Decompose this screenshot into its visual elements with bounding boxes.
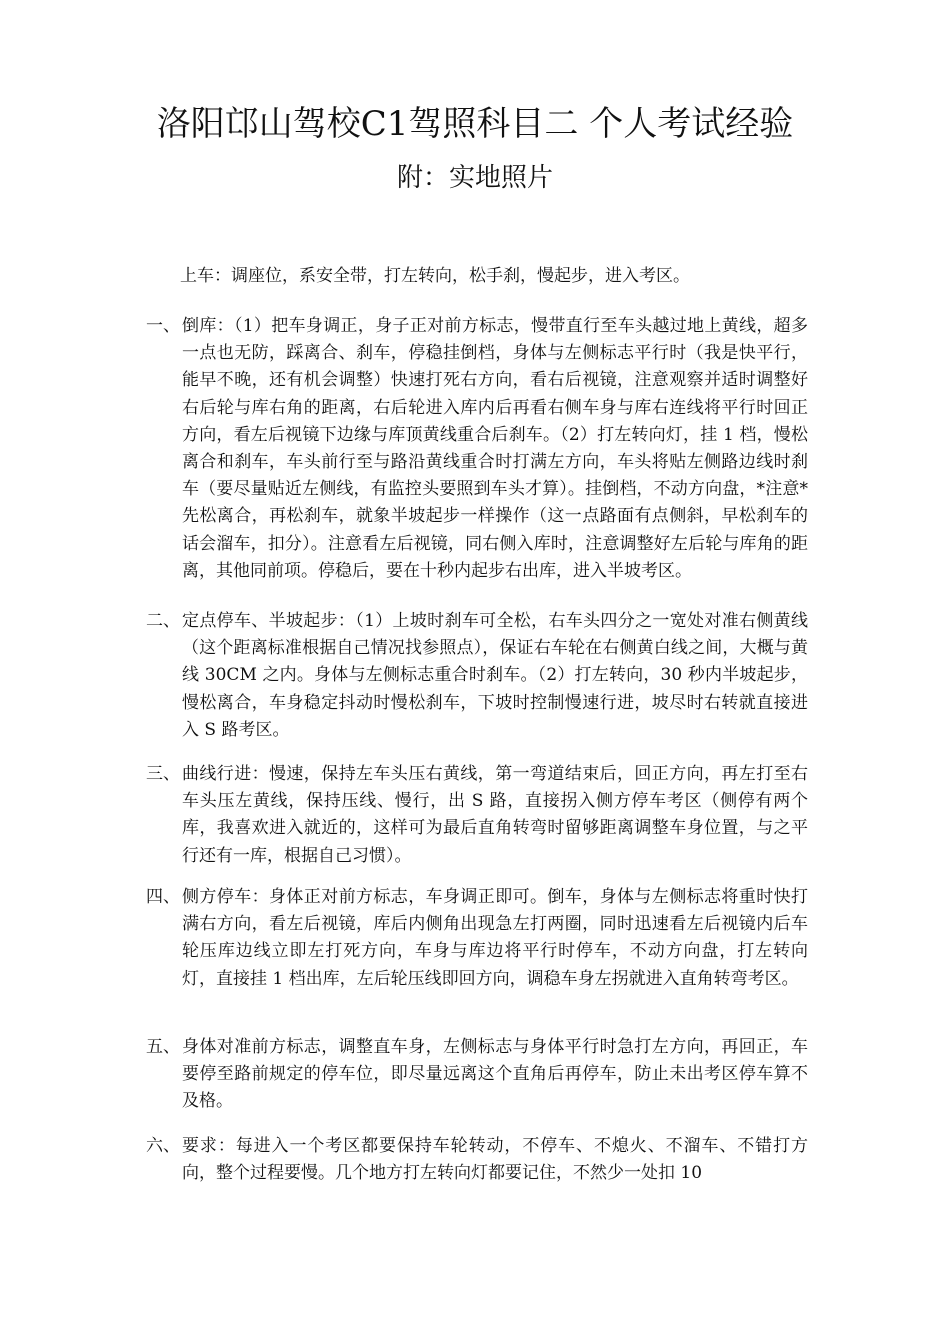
section-requirements <box>146 1133 808 1187</box>
section-number: 六、 <box>146 1136 180 1156</box>
section-text: 倒库：（1）把车身调正，身子正对前方标志，慢带直行至车头越过地上黄线，超多一点也无防，踩离合、刹车，停稳挂倒档，身体与左侧标志平行时（我是快平行，能早不晚，还有机会调整）快速打死右方向，看右后视镜，注意观察并适时调整好右后轮与库右角的距离，右后轮进入库内后再看右侧车身与库右连线将平行时回正方向，看左后视镜下边缘与库顶黄线重合后刹车。（2）打左转向灯，挂 1 档，慢松离合和刹车，车头前行至与路沿黄线重合时打满左方向，车头将贴左侧路边线时刹车（要尽量贴近左侧线，有监控头要照到车头才算）。挂倒档，不动方向盘，*注意*先松离合，再松刹车，就象半坡起步一样操作（这一点路面有点侧斜，早松刹车的话会溜车，扣分）。注意看左后视镜，同右侧入库时，注意调整好左后轮与库角的距离，其他同前项。停稳后，要在十秒内起步右出库，进入半坡考区。 <box>182 316 808 581</box>
section-hill-start <box>146 608 808 744</box>
document-title: 洛阳邙山驾校C1驾照科目二 个人考试经验 <box>156 104 794 144</box>
section-text: 要求：每进入一个考区都要保持车轮转动，不停车、不熄火、不溜车、不错打方向，整个过程要慢。几个地方打左转向灯都要记住，不然少一处扣 10 <box>182 1136 808 1184</box>
section-number: 五、 <box>146 1037 180 1057</box>
section-reverse-parking <box>146 313 808 585</box>
intro-paragraph: 上车：调座位，系安全带，打左转向，松手刹，慢起步，进入考区。 <box>180 266 690 286</box>
section-text: 曲线行进：慢速，保持左车头压右黄线，第一弯道结束后，回正方向，再左打至右车头压左黄线，保持压线、慢行，出 S 路，直接拐入侧方停车考区（侧停有两个库，我喜欢进入就近的，这样可为最后直角转弯时留够距离调整车身位置，与之平行还有一库，根据自己习惯）。 <box>182 764 808 866</box>
section-number: 三、 <box>146 764 180 784</box>
section-text: 侧方停车：身体正对前方标志，车身调正即可。倒车，身体与左侧标志将重时快打满右方向，看左后视镜，库后内侧角出现急左打两圈，同时迅速看左后视镜内后车轮压库边线立即左打死方向，车身与库边将平行时停车，不动方向盘，打左转向灯，直接挂 1 档出库，左后轮压线即回方向，调稳车身左拐就进入直角转弯考区。 <box>182 887 808 989</box>
section-right-angle-turn <box>146 1034 808 1116</box>
section-number: 二、 <box>146 611 180 631</box>
section-number: 四、 <box>146 887 180 907</box>
section-number: 一、 <box>146 316 180 336</box>
section-text: 定点停车、半坡起步：（1）上坡时刹车可全松，右车头四分之一宽处对准右侧黄线（这个距离标准根据自己情况找参照点），保证右车轮在右侧黄白线之间，大概与黄线 30CM 之内。身体与左侧标志重合时刹车。（2）打左转向，30 秒内半坡起步，慢松离合，车身稳定抖动时慢松刹车，下坡时控制慢速行进，坡尽时右转就直接进入 S 路考区。 <box>182 611 808 740</box>
section-side-parking <box>146 884 808 993</box>
section-text: 身体对准前方标志，调整直车身，左侧标志与身体平行时急打左方向，再回正，车要停至路前规定的停车位，即尽量远离这个直角后再停车，防止未出考区停车算不及格。 <box>182 1037 808 1112</box>
section-curve-driving <box>146 761 808 870</box>
document-subtitle: 附：实地照片 <box>396 163 553 193</box>
